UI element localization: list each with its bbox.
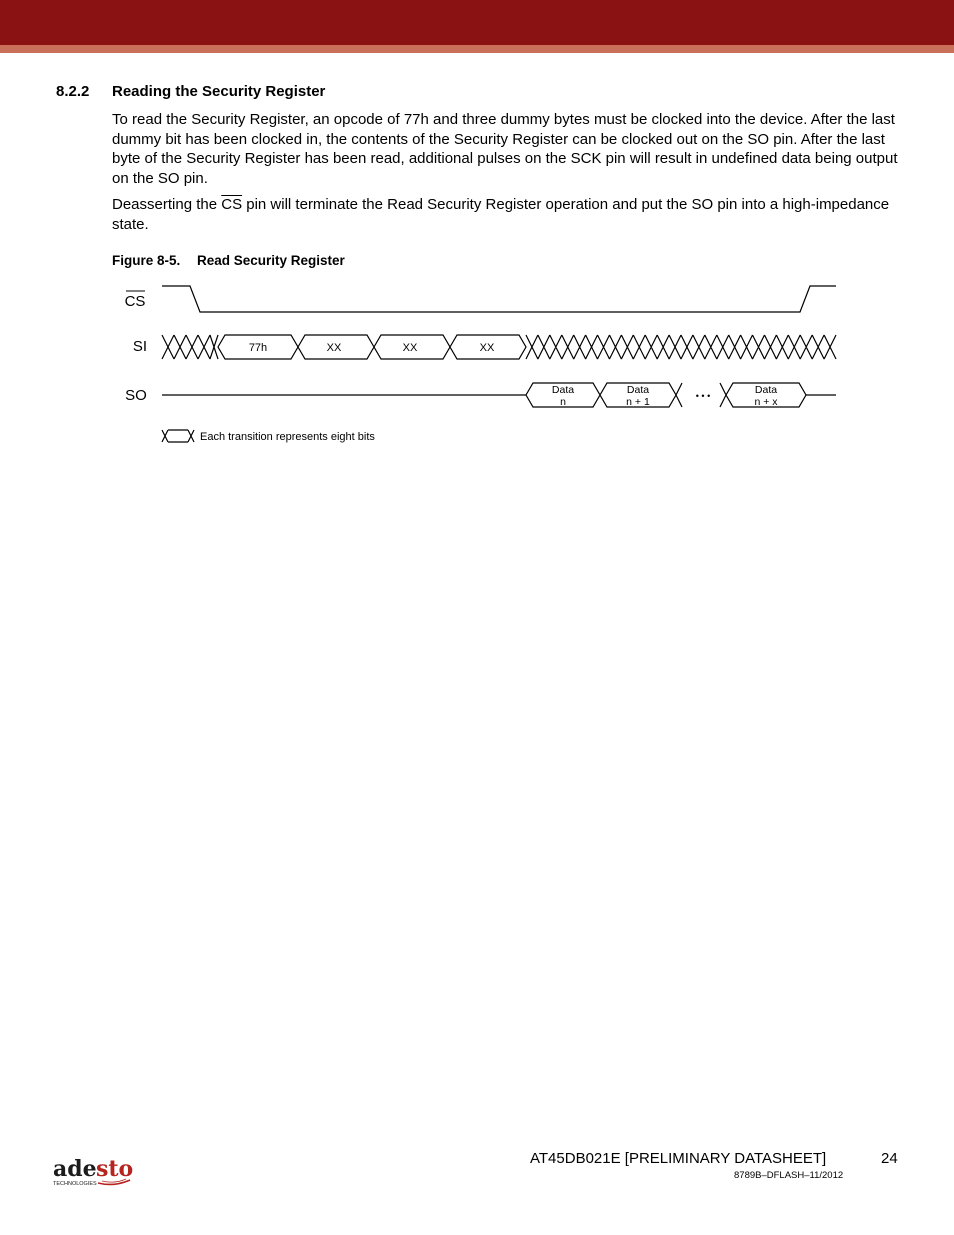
so-label: SO: [125, 387, 147, 404]
si-label: SI: [132, 338, 148, 355]
so-byte-label-line2: n: [560, 396, 566, 408]
timing-diagram: [0, 270, 954, 455]
header-stripe: [0, 45, 954, 53]
si-byte-label: XX: [326, 342, 342, 354]
so-byte-label-line2: n + x: [754, 396, 778, 408]
logo-wordmark-dark: ade: [53, 1156, 97, 1182]
logo-wordmark-red: sto: [96, 1156, 134, 1182]
si-leading-transitions: [162, 335, 218, 359]
si-trailing-transitions: [526, 335, 836, 359]
header-bar: [0, 0, 954, 45]
legend-text: Each transition represents eight bits: [200, 431, 375, 443]
figure-number: Figure 8-5.: [112, 253, 181, 268]
si-byte-label: XX: [402, 342, 418, 354]
cs-waveform: [162, 286, 836, 312]
si-byte-label: XX: [479, 342, 495, 354]
so-ellipsis: • • •: [695, 391, 711, 401]
logo-tagline: TECHNOLOGIES: [53, 1181, 97, 1187]
footer-doc-number: 8789B–DFLASH–11/2012: [734, 1170, 844, 1181]
footer-page-number: 24: [881, 1150, 898, 1167]
footer-document-title: AT45DB021E [PRELIMINARY DATASHEET]: [530, 1150, 827, 1167]
cs-label: CS: [124, 293, 146, 310]
so-byte-cell-partial: [676, 383, 682, 407]
cs-overline-text: $\overline{CS}$: [221, 196, 243, 213]
paragraph-deassert-start: Deasserting the: [112, 196, 222, 213]
si-byte-label: 77h: [248, 342, 268, 354]
section-title: Reading the Security Register: [112, 83, 326, 100]
adesto-logo: [52, 1153, 142, 1189]
paragraph-deassert-end: pin will terminate the Read Security Register operation and put the SO pin into a high-impedance state.: [112, 196, 890, 233]
paragraph-read-procedure: To read the Security Register, an opcode of 77h and three dummy bytes must be clocked into the device. After the last dummy bit has been clocked in, the contents of the Security Register can be clocked out on the SO pin. After the last byte of the Security Register has been read, additional pulses on the SCK pin will result in undefined data being output on the SO pin.: [112, 111, 898, 187]
section-number: 8.2.2: [56, 83, 90, 100]
so-byte-label-line1: Data: [754, 384, 778, 396]
so-byte-label-line2: n + 1: [626, 396, 650, 408]
so-byte-label-line1: Data: [551, 384, 575, 396]
so-byte-label-line1: Data: [626, 384, 650, 396]
legend-symbol: [162, 430, 194, 442]
figure-title: Read Security Register: [197, 253, 345, 268]
paragraph-deassert: [112, 195, 902, 234]
si-trailing-crossings: [526, 335, 836, 359]
